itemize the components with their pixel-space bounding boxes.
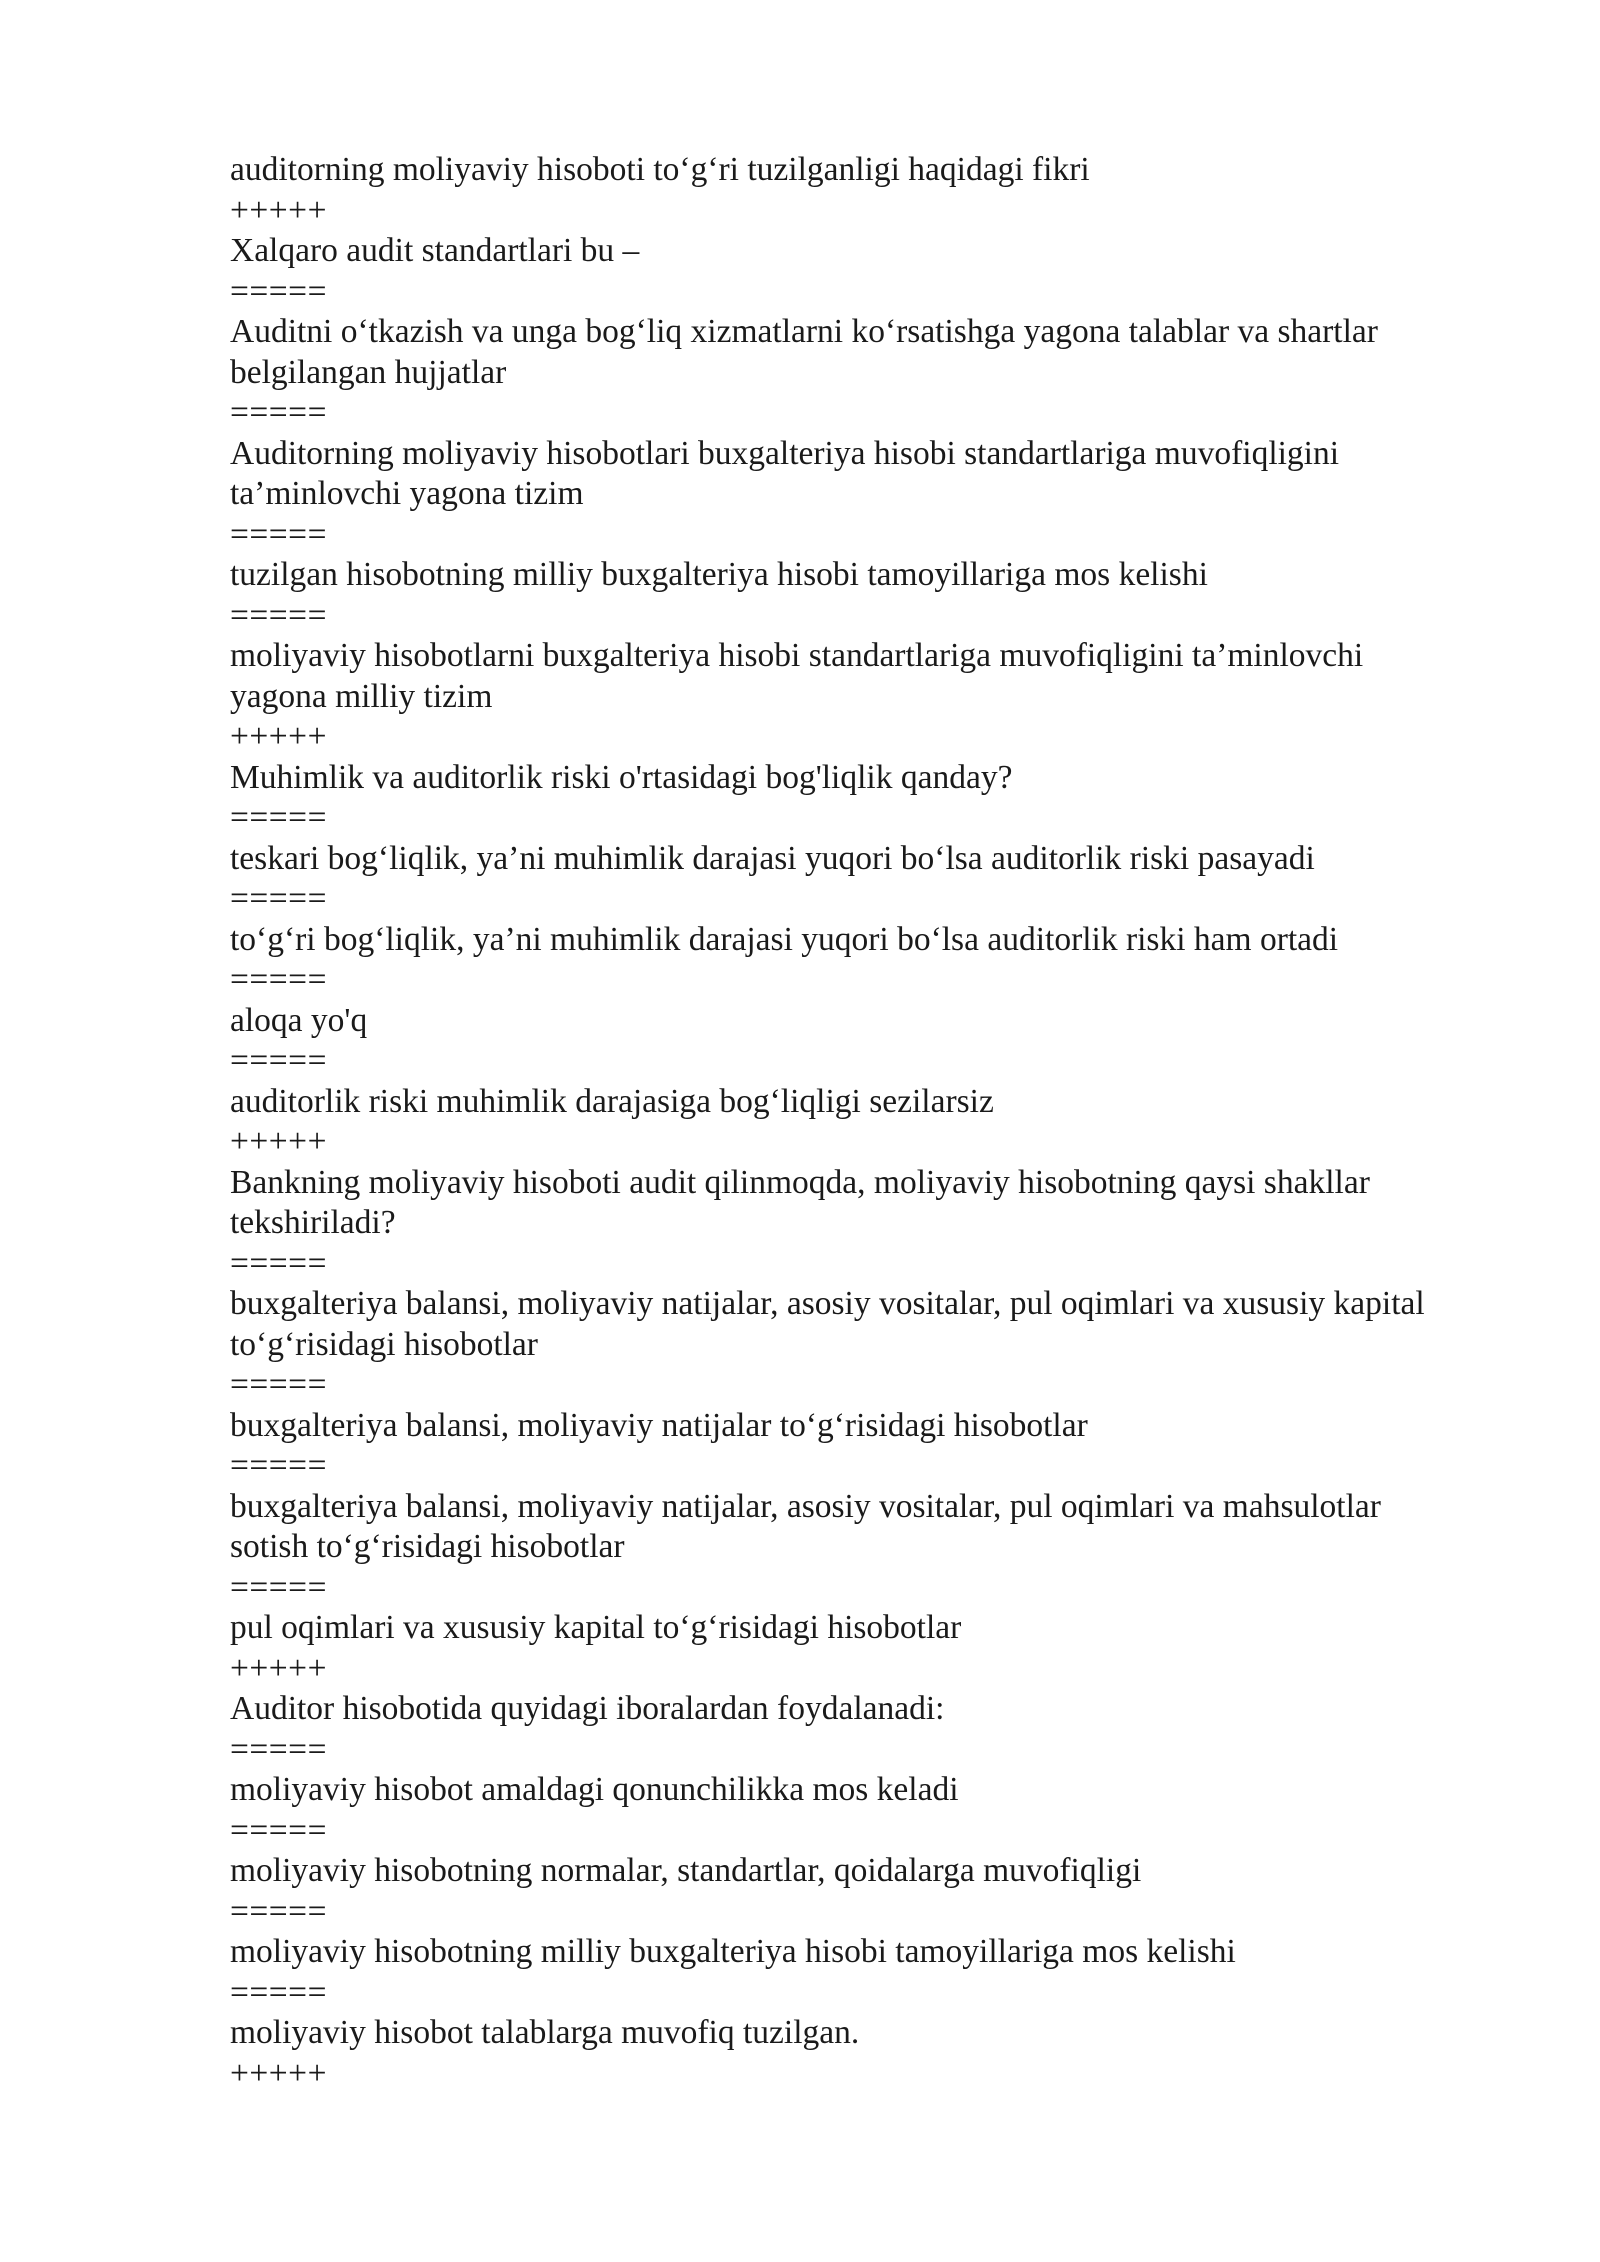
option-text: buxgalteriya balansi, moliyaviy natijalar, asosiy vositalar, pul oqimlari va mahsulotlar — [230, 1487, 1381, 1525]
option-text: ta’minlovchi yagona tizim — [230, 475, 584, 512]
option-separator: ===== — [230, 1892, 327, 1930]
question-text: Muhimlik va auditorlik riski o'rtasidagi bog'liqlik qanday? — [230, 758, 1013, 796]
option-text: to‘g‘ri bog‘liqlik, ya’ni muhimlik darajasi yuqori bo‘lsa auditorlik riski ham ortadi — [230, 920, 1339, 958]
question-separator: +++++ — [230, 1649, 327, 1687]
option-text: moliyaviy hisobot talablarga muvofiq tuzilgan. — [230, 2014, 860, 2051]
option-text: moliyaviy hisobotning milliy buxgalteriya hisobi tamoyillariga mos kelishi — [230, 1933, 1236, 1970]
option-separator: ===== — [230, 880, 327, 917]
option-text: buxgalteriya balansi, moliyaviy natijalar to‘g‘risidagi hisobotlar — [230, 1406, 1088, 1444]
answer-text: auditorning moliyaviy hisoboti to‘g‘ri tuzilganligi haqidagi fikri — [230, 151, 1090, 188]
document-page — [230, 150, 1500, 2094]
option-text: moliyaviy hisobotning normalar, standartlar, qoidalarga muvofiqligi — [230, 1852, 1142, 1889]
option-text: yagona milliy tizim — [230, 677, 493, 715]
option-separator: ===== — [230, 394, 327, 431]
option-text: auditorlik riski muhimlik darajasiga bog‘liqligi sezilarsiz — [230, 1082, 994, 1120]
option-separator: ===== — [230, 1042, 327, 1079]
question-separator: +++++ — [230, 2054, 327, 2092]
option-text: buxgalteriya balansi, moliyaviy natijalar, asosiy vositalar, pul oqimlari va xususiy kapital — [230, 1285, 1425, 1322]
option-separator: ===== — [230, 961, 327, 998]
question-text: Xalqaro audit standartlari bu – — [230, 232, 640, 269]
question-text: Bankning moliyaviy hisoboti audit qilinmoqda, moliyaviy hisobotning qaysi shakllar — [230, 1163, 1370, 1201]
option-separator: ===== — [230, 1811, 327, 1849]
question-separator: +++++ — [230, 718, 327, 755]
option-text: tuzilgan hisobotning milliy buxgalteriya hisobi tamoyillariga mos kelishi — [230, 556, 1208, 593]
question-text: Auditor hisobotida quyidagi iboralardan foydalanadi: — [230, 1690, 945, 1727]
question-separator: +++++ — [230, 191, 327, 229]
option-separator: ===== — [230, 1568, 327, 1606]
question-separator: +++++ — [230, 1123, 327, 1160]
option-separator: ===== — [230, 1730, 327, 1768]
option-separator: ===== — [230, 799, 327, 836]
option-separator: ===== — [230, 1447, 327, 1484]
option-separator: ===== — [230, 1366, 327, 1403]
question-text: tekshiriladi? — [230, 1204, 396, 1241]
option-separator: ===== — [230, 596, 327, 634]
option-text: teskari bog‘liqlik, ya’ni muhimlik darajasi yuqori bo‘lsa auditorlik riski pasayadi — [230, 839, 1315, 877]
option-text: belgilangan hujjatlar — [230, 353, 507, 391]
option-separator: ===== — [230, 515, 327, 553]
option-separator: ===== — [230, 1244, 327, 1282]
option-text: moliyaviy hisobotlarni buxgalteriya hisobi standartlariga muvofiqligini ta’minlovchi — [230, 637, 1364, 674]
option-separator: ===== — [230, 272, 327, 310]
option-text: pul oqimlari va xususiy kapital to‘g‘risidagi hisobotlar — [230, 1609, 962, 1646]
option-text: to‘g‘risidagi hisobotlar — [230, 1325, 538, 1363]
option-text: moliyaviy hisobot amaldagi qonunchilikka mos keladi — [230, 1771, 959, 1808]
option-text: Auditni o‘tkazish va unga bog‘liq xizmatlarni ko‘rsatishga yagona talablar va shartlar — [230, 313, 1378, 350]
option-separator: ===== — [230, 1973, 327, 2011]
option-text: Auditorning moliyaviy hisobotlari buxgalteriya hisobi standartlariga muvofiqligini — [230, 434, 1340, 472]
option-text: sotish to‘g‘risidagi hisobotlar — [230, 1528, 625, 1565]
option-text: aloqa yo'q — [230, 1001, 368, 1039]
